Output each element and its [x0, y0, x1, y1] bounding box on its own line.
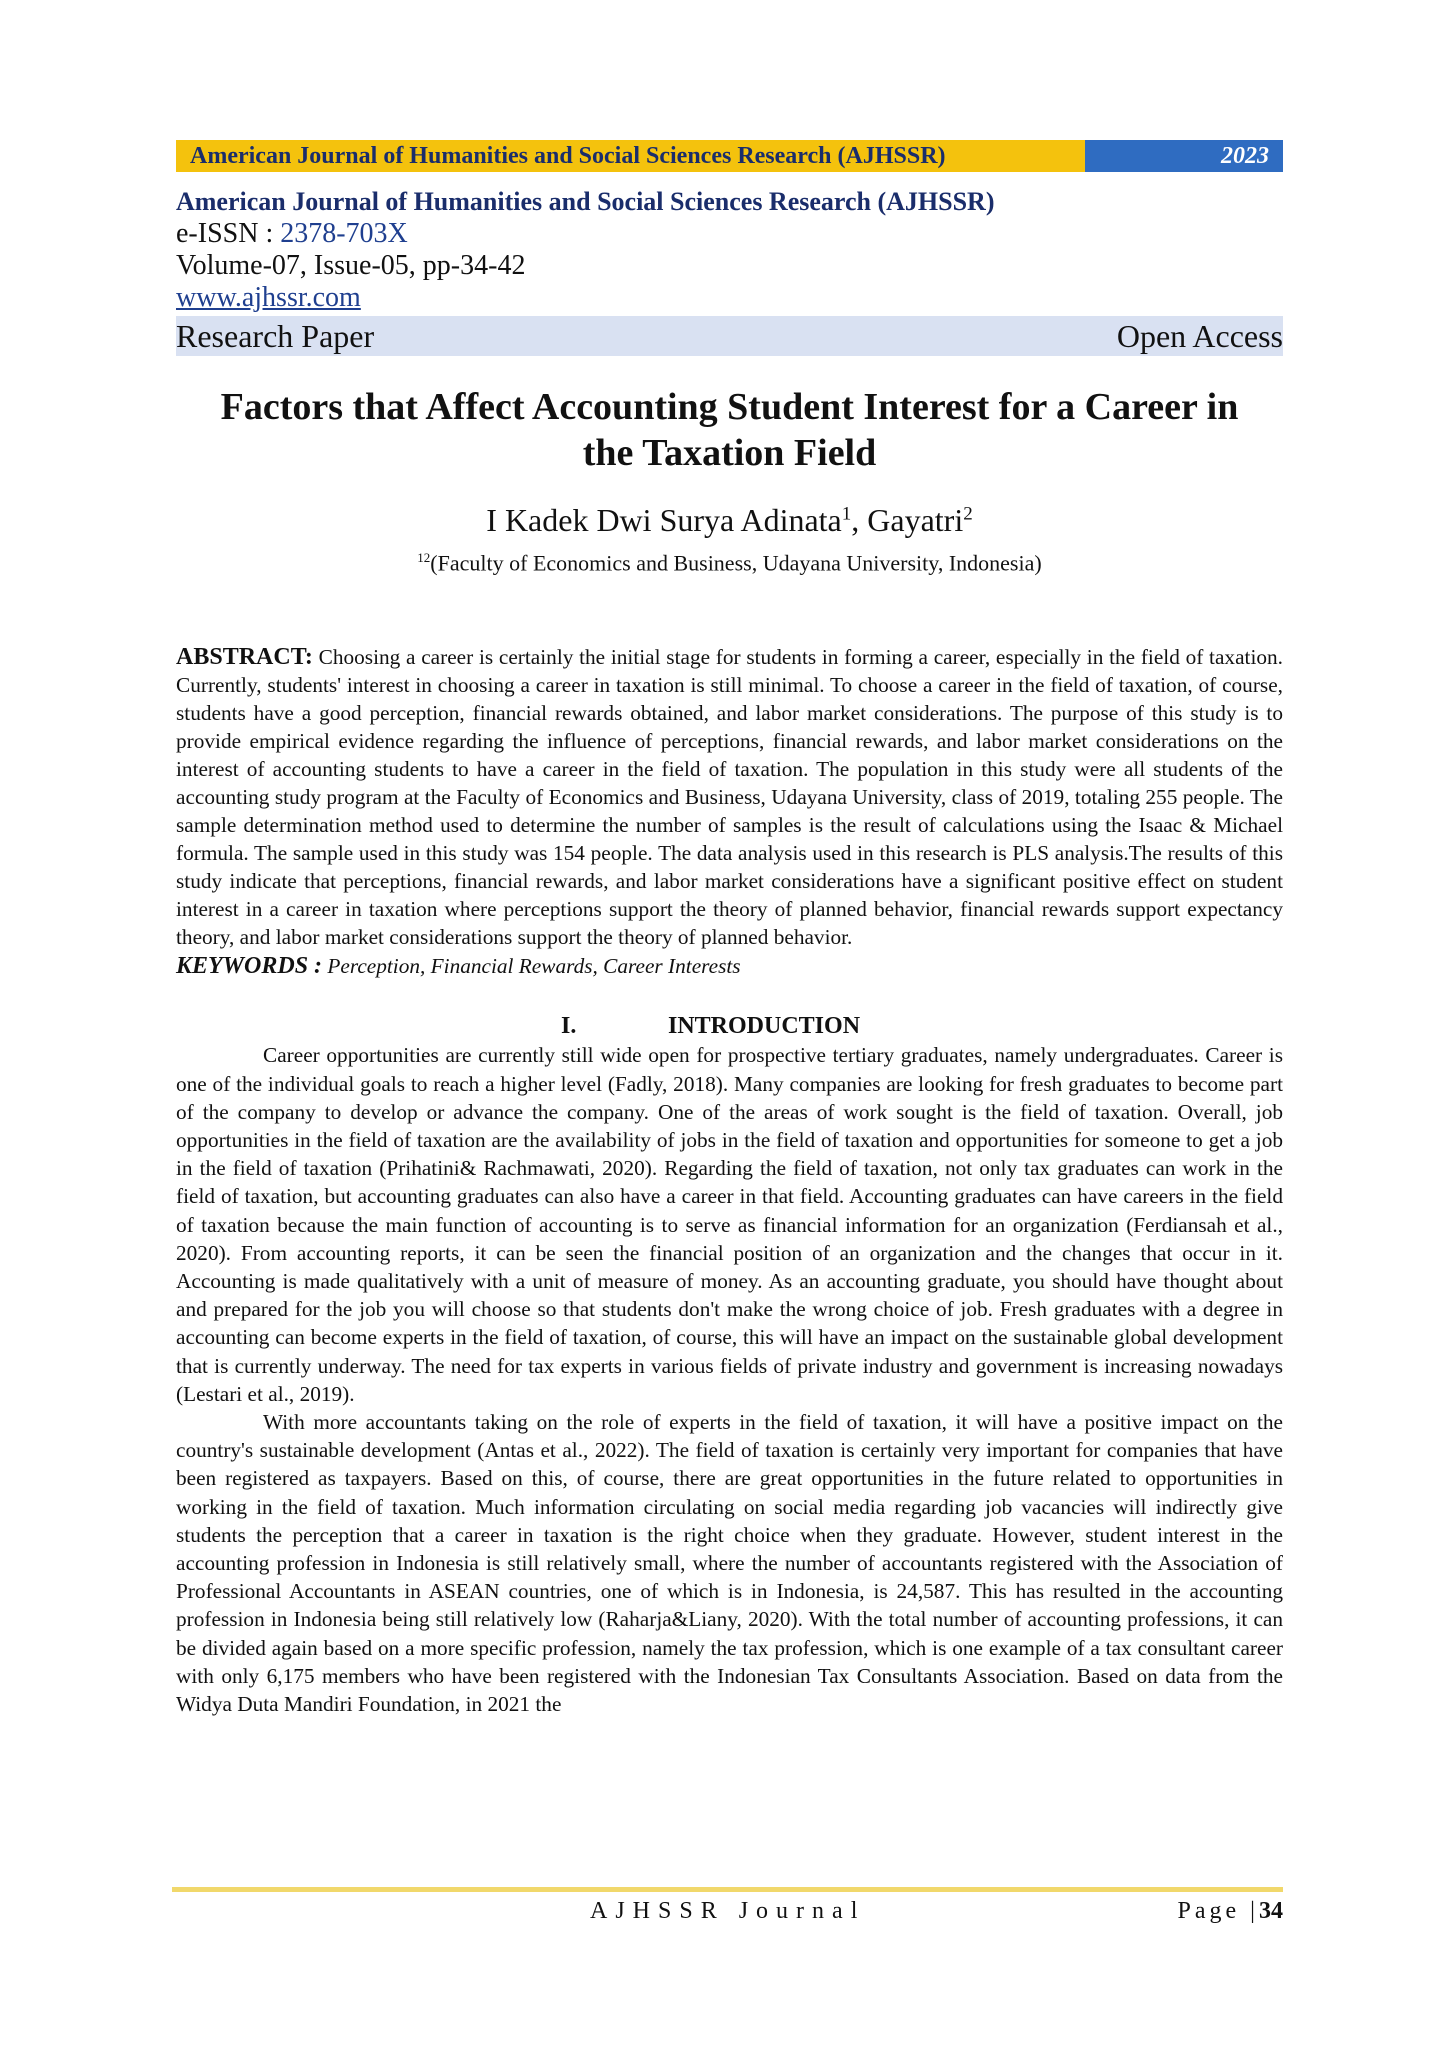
issn-label: e-ISSN : [176, 218, 274, 249]
issn-value: 2378-703X [280, 218, 408, 249]
author-2: Gayatri [867, 502, 964, 538]
abstract-label: ABSTRACT: [176, 644, 313, 671]
author-1: I Kadek Dwi Surya Adinata [486, 502, 842, 538]
section-number: I. [561, 1013, 577, 1040]
author-list [176, 500, 1283, 540]
keywords [176, 951, 1283, 981]
section-title: INTRODUCTION [668, 1013, 861, 1040]
paper-page [176, 140, 1283, 1718]
author-1-affil: 1 [841, 503, 852, 525]
keywords-value: Perception, Financial Rewards, Career Interests [327, 954, 741, 979]
access-type: Open Access [1116, 318, 1283, 354]
footer-journal: AJHSSR Journal [590, 1898, 866, 1924]
title-line-2: the Taxation Field [582, 432, 877, 474]
intro-paragraph-1: Career opportunities are currently still wide open for prospective tertiary graduates, namely undergraduates. Career is one of the individual goals to reach a higher level (Fadly, 2018). Many companies are looking for fresh graduates to become part of the company to develop or advance the company. One of the areas of work sought is the field of taxation. Overall, job opportunities in the field of taxation are the availability of jobs in the field of taxation and opportunities for someone to get a job in the field of taxation (Prihatini& Rachmawati, 2020). Regarding the field of taxation, not only tax graduates can work in the field of taxation, but accounting graduates can also have a career in that field. Accounting graduates can have careers in the field of taxation because the main function of accounting is to serve as financial information for an organization (Ferdiansah et al., 2020). From accounting reports, it can be seen the financial position of an organization and the changes that occur in it. Accounting is made qualitatively with a unit of measure of money. As an accounting graduate, you should have thought about and prepared for the job you will choose so that students don't make the wrong choice of job. Fresh graduates with a degree in accounting can become experts in the field of taxation, of course, this will have an impact on the sustainable global development that is currently underway. The need for tax experts in various fields of private industry and government is increasing nowadays (Lestari et al., 2019). [176, 1043, 1283, 1406]
journal-info [176, 186, 1283, 356]
header-year: 2023 [1085, 140, 1283, 172]
affiliation-text: (Faculty of Economics and Business, Udayana University, Indonesia) [430, 550, 1042, 576]
keywords-label: KEYWORDS : [176, 953, 323, 980]
website-link[interactable]: www.ajhssr.com [176, 282, 361, 313]
paper-type: Research Paper [176, 318, 375, 354]
page-number: 34 [1259, 1898, 1283, 1924]
footer-page [1178, 1898, 1283, 1925]
issn-line [176, 218, 1283, 250]
abstract-text: Choosing a career is certainly the initial stage for students in forming a career, especially in the field of taxation. Currently, students' interest in choosing a career in taxation is still minimal. To choose a career in the field of taxation, of course, students have a good perception, financial rewards obtained, and labor market considerations. The purpose of this study is to provide empirical evidence regarding the influence of perceptions, financial rewards, and labor market considerations on the interest of accounting students to have a career in the field of taxation. The population in this study were all students of the accounting study program at the Faculty of Economics and Business, Udayana University, class of 2019, totaling 255 people. The sample determination method used to determine the number of samples is the result of calculations using the Isaac & Michael formula. The sample used in this study was 154 people. The data analysis used in this research is PLS analysis.The results of this study indicate that perceptions, financial rewards, and labor market considerations have a significant positive effect on student interest in a career in taxation where perceptions support the theory of planned behavior, financial rewards support expectancy theory, and labor market considerations support the theory of planned behavior. [176, 645, 1283, 950]
abstract [176, 643, 1283, 951]
author-separator: , [851, 502, 868, 538]
title-line-1: Factors that Affect Accounting Student Interest for a Career in [220, 386, 1239, 428]
intro-paragraph-2: With more accountants taking on the role of experts in the field of taxation, it will have a positive impact on the country's sustainable development (Antas et al., 2022). The field of taxation is certainly very important for companies that have been registered as taxpayers. Based on this, of course, there are great opportunities in the future related to opportunities in working in the field of taxation. Much information circulating on social media regarding job vacancies will indirectly give students the perception that a career in taxation is the right choice when they graduate. However, student interest in the accounting profession in Indonesia is still relatively small, where the number of accountants registered with the Association of Professional Accountants in ASEAN countries, one of which is in Indonesia, is 24,587. This has resulted in the accounting profession in Indonesia being still relatively low (Raharja&Liany, 2020). With the total number of accounting professions, it can be divided again based on a more specific profession, namely the tax profession, which is one example of a tax consultant career with only 6,175 members who have been registered with the Indonesian Tax Consultants Association. Based on data from the Widya Duta Mandiri Foundation, in 2021 the [176, 1409, 1283, 1716]
affiliation-marker: 12 [417, 550, 431, 565]
affiliation [176, 544, 1283, 577]
journal-name: American Journal of Humanities and Social Sciences Research (AJHSSR) [176, 187, 995, 216]
section-heading-introduction [176, 1011, 1283, 1041]
page-footer [172, 1887, 1283, 1934]
footer-rule [172, 1887, 1283, 1892]
author-2-affil: 2 [963, 503, 973, 525]
header-journal-title: American Journal of Humanities and Social Sciences Research (AJHSSR) [176, 140, 1085, 172]
journal-header-bar [176, 140, 1283, 172]
paper-type-bar [176, 316, 1283, 356]
paper-title [176, 384, 1283, 476]
volume-line: Volume-07, Issue-05, pp-34-42 [176, 250, 526, 281]
footer-page-label: Page | [1177, 1898, 1259, 1924]
